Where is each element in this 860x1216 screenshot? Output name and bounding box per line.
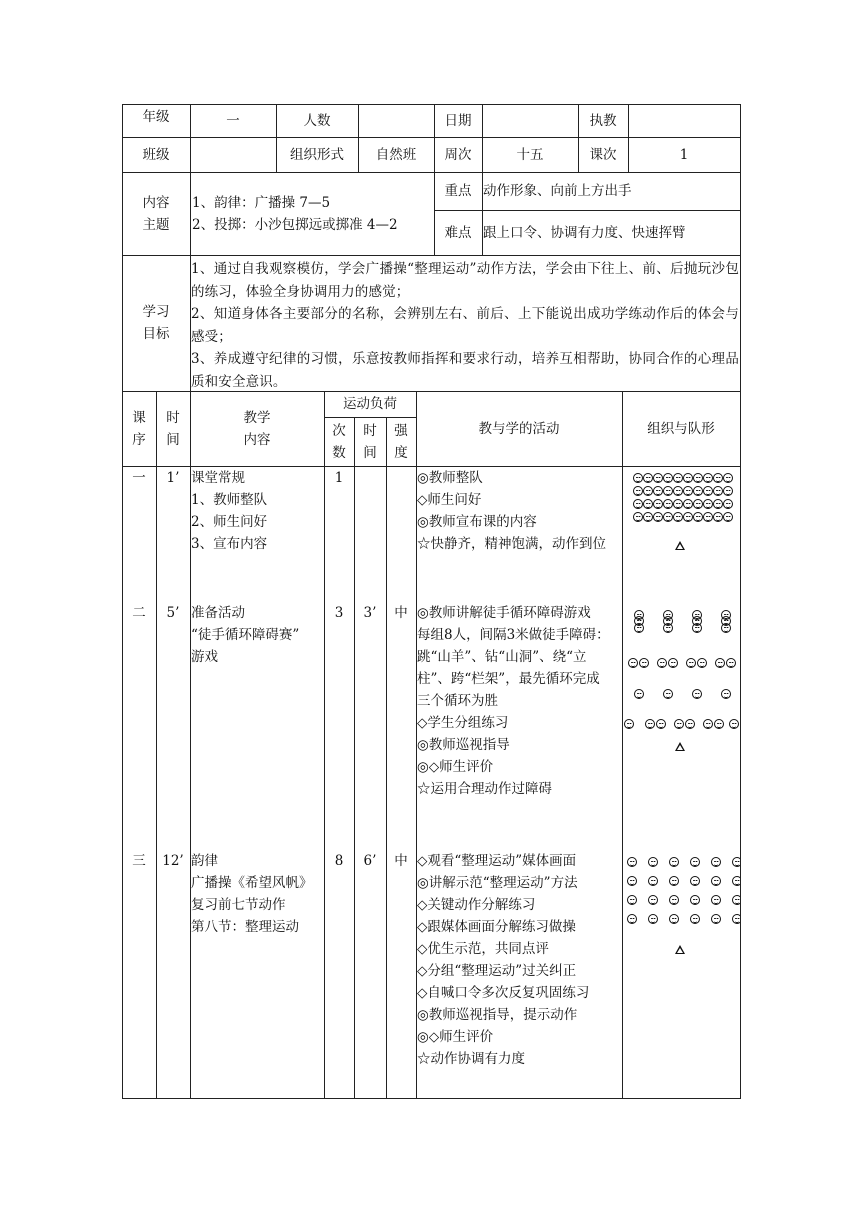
topic-content [190,172,434,255]
section-3-intensity: 中 [394,853,408,869]
col-intensity [386,417,416,466]
section-1-content-line: 1、教师整队 [191,492,268,508]
activity-line: ◇优生示范，共同点评 [417,941,549,957]
student-face-icon [723,473,733,483]
student-face-icon [714,719,724,729]
student-face-icon [663,486,673,496]
teacher-label: 执教 [589,112,617,129]
lesson-label: 课次 [589,146,617,163]
section-2-duration: 3’ [363,605,377,621]
class-value [190,137,276,172]
section-2-content-line: 准备活动 [191,605,245,621]
activity-line: ◎教师讲解徒手循环障碍游戏 [417,605,591,621]
section-3-duration: 6’ [363,853,377,869]
student-face-icon [639,658,649,668]
section-2-intensity: 中 [394,605,408,621]
grid-line [354,417,355,1099]
student-face-icon [628,658,638,668]
col-duration [354,417,386,466]
student-face-icon [692,623,702,633]
section-2-formation [622,602,740,762]
section-3-time: 12’ [162,853,184,869]
section-3-content-line: 广播操《希望风帆》 [191,875,313,891]
student-face-icon [693,499,703,509]
activity-line: ◇关键动作分解练习 [417,897,536,913]
student-face-icon [645,719,655,729]
col-seq-1: 课 [132,409,146,426]
grade-value: 一 [226,112,240,129]
section-2-seq: 二 [132,605,146,621]
col-intensity-2: 度 [394,444,408,461]
student-face-icon [723,486,733,496]
activity-line: ☆运用合理动作过障碍 [417,781,552,797]
col-time [156,391,190,466]
activity-line: 每组8人，间隔3米做徒手障碍： [417,627,610,643]
activity-line: 三个循环为胜 [417,693,498,709]
topic-line-1: 1、韵律：广播操 7—5 [192,194,331,211]
section-1-content-line: 3、宣布内容 [191,536,268,552]
student-face-icon [711,895,721,905]
key-point-label: 重点 [444,183,472,199]
activity-line: ◎教师巡视指导，提示动作 [417,1007,578,1023]
student-face-icon [693,486,703,496]
activity-line: ◎教师整队 [417,470,483,486]
student-face-icon [703,486,713,496]
student-face-icon [634,623,644,633]
student-face-icon [713,499,723,509]
key-point-value: 动作形象、向前上方出手 [483,183,632,199]
student-face-icon [723,512,733,522]
teacher-triangle-icon [675,945,685,954]
section-1-duration [354,467,386,489]
class-label: 班级 [142,146,170,163]
student-face-icon [721,689,731,699]
date-label: 日期 [444,112,472,129]
section-2-time: 5’ [166,605,180,621]
lesson-value: 1 [679,146,689,163]
section-1-seq: 一 [132,470,146,486]
activity-line: ◇观看“整理运动”媒体画面 [417,853,577,869]
org-value: 自然班 [375,146,417,163]
activity-line: ◎讲解示范“整理运动”方法 [417,875,578,891]
col-load: 运动负荷 [343,396,397,412]
student-face-icon [683,486,693,496]
student-face-icon [663,512,673,522]
week-value: 十五 [516,146,544,163]
student-face-icon [627,895,637,905]
student-face-icon [683,473,693,483]
student-face-icon [673,499,683,509]
student-face-icon [711,914,721,924]
col-duration-1: 时 [363,422,377,439]
grid-line [156,391,157,1099]
col-formation: 组织与队形 [647,420,715,437]
topic-line-2: 2、投掷：小沙包掷远或掷准 4—2 [192,216,398,233]
student-face-icon [692,689,702,699]
topic-label [122,172,190,255]
col-times-2: 数 [332,444,346,461]
col-seq-2: 序 [132,431,146,448]
col-times-1: 次 [332,422,346,439]
student-face-icon [732,876,740,886]
student-face-icon [715,658,725,668]
org-label: 组织形式 [290,146,344,163]
student-face-icon [729,719,739,729]
activity-line: ☆快静齐，精神饱满，动作到位 [417,536,606,552]
teacher-triangle-icon [675,541,685,550]
student-face-icon [633,499,643,509]
grid-line [324,391,325,1099]
section-2-content [191,602,324,668]
grid-line [740,104,741,1099]
student-face-icon [703,473,713,483]
student-face-icon [633,512,643,522]
student-face-icon [697,658,707,668]
student-face-icon [663,689,673,699]
student-face-icon [624,719,634,729]
activity-line: ◇分组“整理运动”过关纠正 [417,963,577,979]
col-content-1: 教学 [243,409,271,426]
section-3-times: 8 [334,853,344,869]
student-face-icon [653,512,663,522]
teacher-value [628,104,740,137]
student-face-icon [657,658,667,668]
section-1-content-line: 2、师生问好 [191,514,268,530]
section-1-activities [417,467,622,555]
student-face-icon [690,914,700,924]
student-face-icon [723,499,733,509]
student-face-icon [643,473,653,483]
activity-line: ◎教师宣布课的内容 [417,514,537,530]
student-face-icon [643,486,653,496]
student-face-icon [663,473,673,483]
student-face-icon [648,914,658,924]
student-face-icon [668,658,678,668]
col-duration-2: 间 [363,444,377,461]
student-face-icon [627,914,637,924]
student-face-icon [653,473,663,483]
student-face-icon [673,486,683,496]
student-face-icon [653,499,663,509]
student-face-icon [683,512,693,522]
student-face-icon [732,857,740,867]
col-content-2: 内容 [243,431,271,448]
section-1-content-line: 课堂常规 [191,470,245,486]
col-intensity-1: 强 [394,422,408,439]
section-1-intensity [386,467,416,489]
student-face-icon [713,512,723,522]
activity-line: ◎◇师生评价 [417,1029,494,1045]
section-3-formation [622,850,740,960]
student-face-icon [685,719,695,729]
activity-line: ◇学生分组练习 [417,715,509,731]
difficulty-value: 跟上口令、协调有力度、快速挥臂 [483,224,686,241]
section-2-times: 3 [334,605,344,621]
section-3-content [191,850,324,938]
col-content [190,391,324,466]
student-face-icon [669,857,679,867]
goals-label [122,255,190,391]
student-face-icon [648,876,658,886]
student-face-icon [663,623,673,633]
section-3-activities [417,850,622,1070]
goals-label-line-2: 目标 [142,326,170,342]
student-face-icon [669,876,679,886]
student-face-icon [634,689,644,699]
grid-line [122,1098,741,1099]
col-activity: 教与学的活动 [478,420,560,437]
activity-line: ◇师生问好 [417,492,482,508]
student-face-icon [648,895,658,905]
student-face-icon [686,658,696,668]
student-face-icon [633,486,643,496]
col-seq [122,391,156,466]
section-1-content [191,467,324,555]
student-face-icon [648,857,658,867]
student-face-icon [690,876,700,886]
activity-line: ◇跟媒体画面分解练习做操 [417,919,576,935]
student-face-icon [732,895,740,905]
section-2-content-line: “徒手循环障碍赛” [191,627,300,643]
activity-line: ☆动作协调有力度 [417,1051,525,1067]
student-face-icon [627,857,637,867]
student-face-icon [656,719,666,729]
section-3-content-line: 第八节：整理运动 [191,919,299,935]
student-face-icon [669,914,679,924]
goals-text: 1、通过自我观察模仿，学会广播操“整理运动”动作方法，学会由下往上、前、后抛玩沙包的练习，体验全身协调用力的感觉； 2、知道身体各主要部分的名称，会辨别左右、前后、上下能说出成功学练动作后的体会与感受； 3、养成遵守纪律的习惯，乐意按教师指挥和要求行动，培养互相帮助，协同合作的心理品质和安全意识。 [191,261,739,390]
col-times [324,417,354,466]
student-face-icon [673,512,683,522]
date-value [482,104,578,137]
section-2-activities [417,602,622,800]
section-2-content-line: 游戏 [191,649,218,665]
student-face-icon [633,473,643,483]
section-3-content-line: 韵律 [191,853,218,869]
grade-label: 年级 [142,109,170,125]
student-face-icon [693,473,703,483]
student-face-icon [683,499,693,509]
student-face-icon [693,512,703,522]
student-face-icon [663,499,673,509]
student-face-icon [674,719,684,729]
student-face-icon [726,658,736,668]
difficulty-label: 难点 [444,224,472,241]
topic-label-line-1: 内容 [142,194,170,211]
activity-line: 柱”、跨“栏架”，最先循环完成 [417,671,600,687]
section-3-content-line: 复习前七节动作 [191,897,286,913]
section-1-time: 1’ [166,470,180,486]
student-face-icon [711,876,721,886]
student-face-icon [643,512,653,522]
week-label: 周次 [444,146,472,163]
student-face-icon [703,719,713,729]
student-face-icon [669,895,679,905]
col-time-2: 间 [166,431,180,448]
student-face-icon [627,876,637,886]
student-face-icon [690,857,700,867]
student-face-icon [711,857,721,867]
grid-line [386,417,387,1099]
section-1-formation [622,467,740,557]
student-face-icon [713,473,723,483]
count-label: 人数 [303,112,331,129]
student-face-icon [703,512,713,522]
topic-label-line-2: 主题 [142,216,170,233]
student-face-icon [653,486,663,496]
activity-line: ◎◇师生评价 [417,759,494,775]
student-face-icon [673,473,683,483]
activity-line: ◇自喊口令多次反复巩固练习 [417,985,590,1001]
student-face-icon [713,486,723,496]
goals-label-line-1: 学习 [142,304,170,320]
count-value [358,104,434,137]
student-face-icon [732,914,740,924]
student-face-icon [703,499,713,509]
activity-line: 跳“山羊”、钻“山洞”、绕“立 [417,649,587,665]
student-face-icon [643,499,653,509]
teacher-triangle-icon [675,742,685,751]
student-face-icon [690,895,700,905]
activity-line: ◎教师巡视指导 [417,737,510,753]
section-1-times: 1 [334,470,344,486]
student-face-icon [721,623,731,633]
col-time-1: 时 [166,409,180,426]
section-3-seq: 三 [132,853,146,869]
